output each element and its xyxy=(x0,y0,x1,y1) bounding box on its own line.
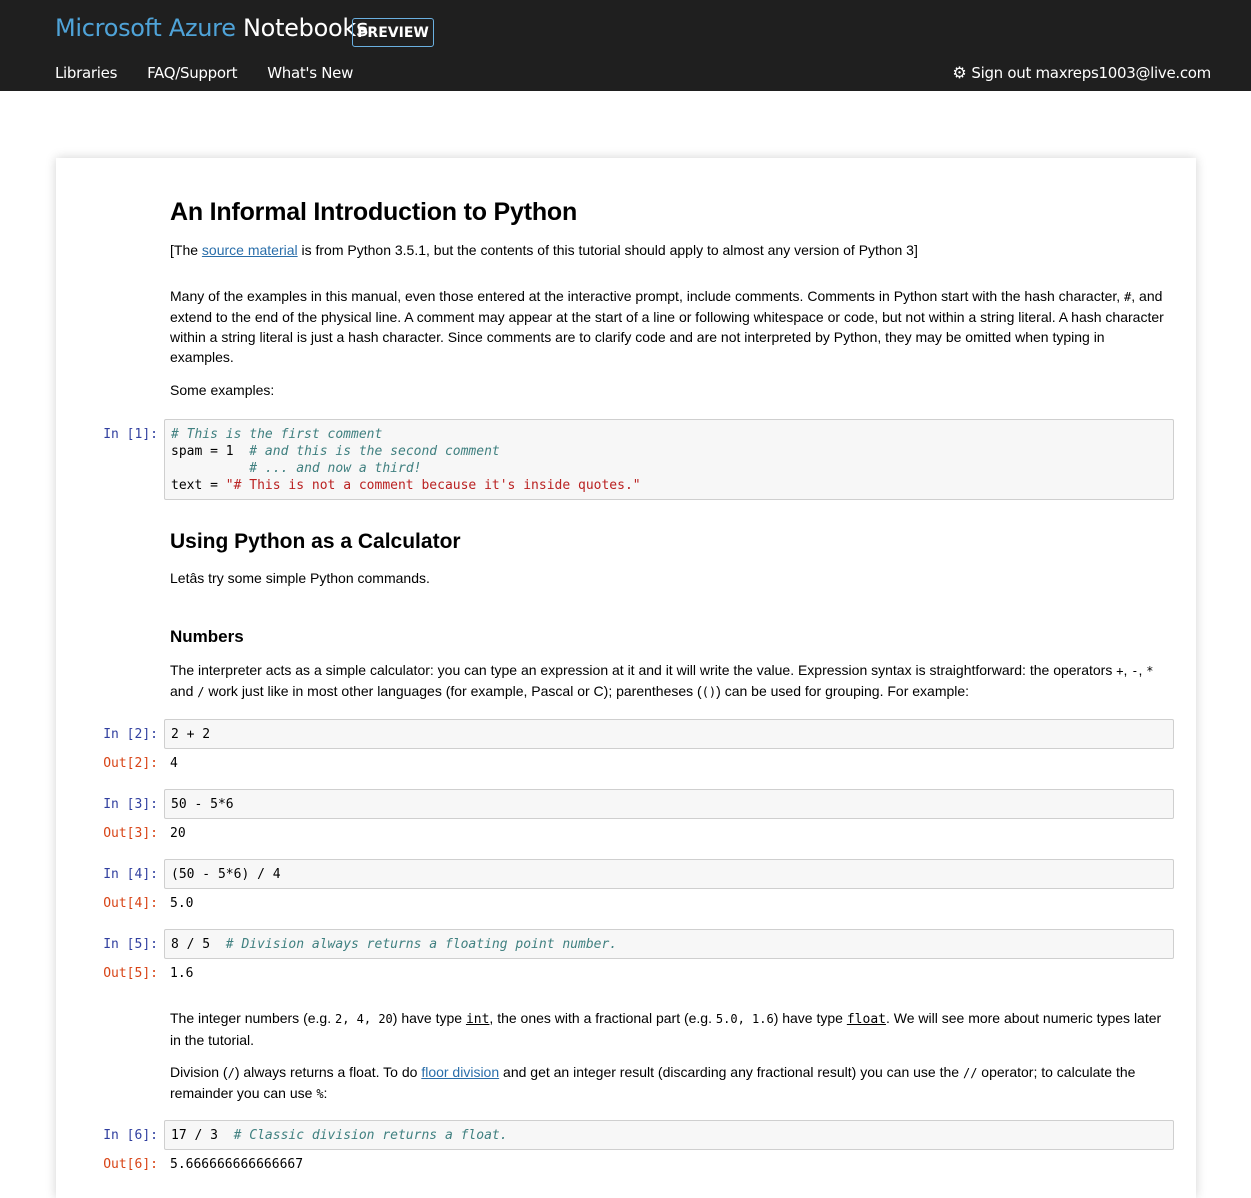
comments-text-a: Many of the examples in this manual, even those entered at the interactive prompt, include comments. Comments in Python start with the hash character, xyxy=(170,288,1125,304)
cell-6-input[interactable] xyxy=(164,1120,1174,1150)
hash-char-code: # xyxy=(1124,290,1132,304)
some-examples-label: Some examples: xyxy=(170,382,275,398)
nav-whats-new[interactable]: What's New xyxy=(267,64,354,82)
comments-paragraph xyxy=(170,286,1170,367)
cell-4-input[interactable]: (50 - 5*6) / 4 xyxy=(164,859,1174,889)
floor-division-link[interactable]: floor division xyxy=(421,1064,500,1080)
comments-text-b: , and extend to the end of the physical line. A comment may appear at the start of a line or following whitespace or code, but not within a string literal. A hash character within a string literal is just a hash character. Since comments are to clarify code and are not interpreted by Python, they may be omitted when typing in examples. xyxy=(170,288,1164,365)
div-text-e: : xyxy=(323,1085,328,1101)
brand-notebooks: Notebooks xyxy=(243,14,369,42)
cell-1-line-2-comment: # and this is the second comment xyxy=(249,444,500,459)
int-text-c: , the ones with a fractional part (e.g. xyxy=(489,1010,716,1026)
sign-out-link[interactable]: Sign out maxreps1003@live.com xyxy=(971,64,1211,82)
top-bar xyxy=(0,0,1251,91)
source-note-suffix: is from Python 3.5.1, but the contents of this tutorial should apply to almost any version of Python 3] xyxy=(297,242,918,258)
cell-5-output: 1.6 xyxy=(170,966,194,981)
cell-2-output: 4 xyxy=(170,756,178,771)
cell-6-output: 5.666666666666667 xyxy=(170,1157,304,1172)
nav-faq-support[interactable]: FAQ/Support xyxy=(147,64,238,82)
brand-logo[interactable] xyxy=(55,14,368,42)
div-op-code: / xyxy=(227,1066,235,1080)
numbers-text-a: The interpreter acts as a simple calculator: you can type an expression at it and it will write the value. Expression syntax is straightforward: the operators xyxy=(170,662,1117,678)
source-note-prefix: [The xyxy=(170,242,202,258)
numbers-sep-2: , xyxy=(1138,662,1147,678)
cell-5-out-prompt: Out[5]: xyxy=(103,966,158,981)
floor-op-code: // xyxy=(962,1066,978,1080)
cell-3-input[interactable]: 50 - 5*6 xyxy=(164,789,1174,819)
cell-1-line-2-code: spam = 1 xyxy=(171,444,250,459)
calculator-heading: Using Python as a Calculator xyxy=(170,530,461,553)
numbers-sep-1: , xyxy=(1123,662,1132,678)
int-float-paragraph xyxy=(170,1008,1170,1050)
some-examples-text xyxy=(170,380,1170,400)
cell-3-output: 20 xyxy=(170,826,186,841)
page-title: An Informal Introduction to Python xyxy=(170,198,578,226)
source-note xyxy=(170,240,1170,260)
cell-5-code: 8 / 5 xyxy=(171,937,226,952)
int-text-e: . We will see more about numeric types later in the tutorial. xyxy=(170,1010,1162,1048)
div-text-b: ) always returns a float. To do xyxy=(234,1064,422,1080)
preview-badge: PREVIEW xyxy=(352,18,434,47)
div-text-a: Division ( xyxy=(170,1064,228,1080)
cell-2-in-prompt: In [2]: xyxy=(103,727,158,742)
cell-1-in-prompt: In [1]: xyxy=(103,427,158,442)
float-values-code: 5.0, 1.6 xyxy=(715,1012,774,1026)
nav-libraries[interactable]: Libraries xyxy=(55,64,118,82)
op-plus-code: + xyxy=(1116,664,1124,678)
int-type-link[interactable]: int xyxy=(465,1012,490,1027)
numbers-text-c: work just like in most other languages (for example, Pascal or C); parentheses ( xyxy=(204,683,702,699)
cell-4-out-prompt: Out[4]: xyxy=(103,896,158,911)
int-text-a: The integer numbers (e.g. xyxy=(170,1010,335,1026)
cell-1-line-3-indent xyxy=(171,461,249,476)
cell-1-line-3-comment: # ... and now a third! xyxy=(249,461,422,476)
int-values-code: 2, 4, 20 xyxy=(334,1012,393,1026)
cell-4-in-prompt: In [4]: xyxy=(103,867,158,882)
cell-1-line-1: # This is the first comment xyxy=(171,427,383,442)
float-type-link[interactable]: float xyxy=(846,1012,886,1027)
op-mul-code: * xyxy=(1146,664,1154,678)
numbers-text-d: ) can be used for grouping. For example: xyxy=(716,683,970,699)
main-nav xyxy=(55,64,353,82)
cell-6-code: 17 / 3 xyxy=(171,1128,234,1143)
cell-4-output: 5.0 xyxy=(170,896,194,911)
cell-2-out-prompt: Out[2]: xyxy=(103,756,158,771)
brand-microsoft-azure: Microsoft Azure xyxy=(55,14,236,42)
cell-6-in-prompt: In [6]: xyxy=(103,1128,158,1143)
calculator-intro-text: Letâs try some simple Python commands. xyxy=(170,570,430,586)
int-text-b: ) have type xyxy=(392,1010,466,1026)
div-text-c: and get an integer result (discarding any fractional result) you can use the xyxy=(499,1064,963,1080)
numbers-heading: Numbers xyxy=(170,627,244,646)
int-text-d: ) have type xyxy=(773,1010,847,1026)
notebook-container xyxy=(56,158,1196,1198)
op-minus-code: - xyxy=(1131,664,1139,678)
cell-5-input[interactable] xyxy=(164,929,1174,959)
calculator-intro xyxy=(170,568,1170,588)
cell-1-line-4-string: "# This is not a comment because it's inside quotes." xyxy=(225,478,641,493)
op-div-code: / xyxy=(197,685,205,699)
source-material-link[interactable]: source material xyxy=(201,242,298,258)
cell-5-comment: # Division always returns a floating point number. xyxy=(225,937,618,952)
cell-5-in-prompt: In [5]: xyxy=(103,937,158,952)
cell-1-line-4-code: text = xyxy=(171,478,226,493)
cell-6-out-prompt: Out[6]: xyxy=(103,1157,158,1172)
mod-op-code: % xyxy=(316,1087,324,1101)
cell-2-input[interactable]: 2 + 2 xyxy=(164,719,1174,749)
division-paragraph xyxy=(170,1062,1170,1104)
cell-1-input[interactable] xyxy=(164,419,1174,500)
numbers-paragraph xyxy=(170,660,1170,702)
cell-3-out-prompt: Out[3]: xyxy=(103,826,158,841)
gear-icon[interactable]: ⚙ xyxy=(952,63,967,82)
cell-6-comment: # Classic division returns a float. xyxy=(233,1128,508,1143)
div-text-d: operator; to calculate the remainder you can use xyxy=(170,1064,1136,1101)
user-area xyxy=(952,64,1211,82)
cell-3-in-prompt: In [3]: xyxy=(103,797,158,812)
numbers-text-b: and xyxy=(170,683,198,699)
parens-code: () xyxy=(701,685,717,699)
